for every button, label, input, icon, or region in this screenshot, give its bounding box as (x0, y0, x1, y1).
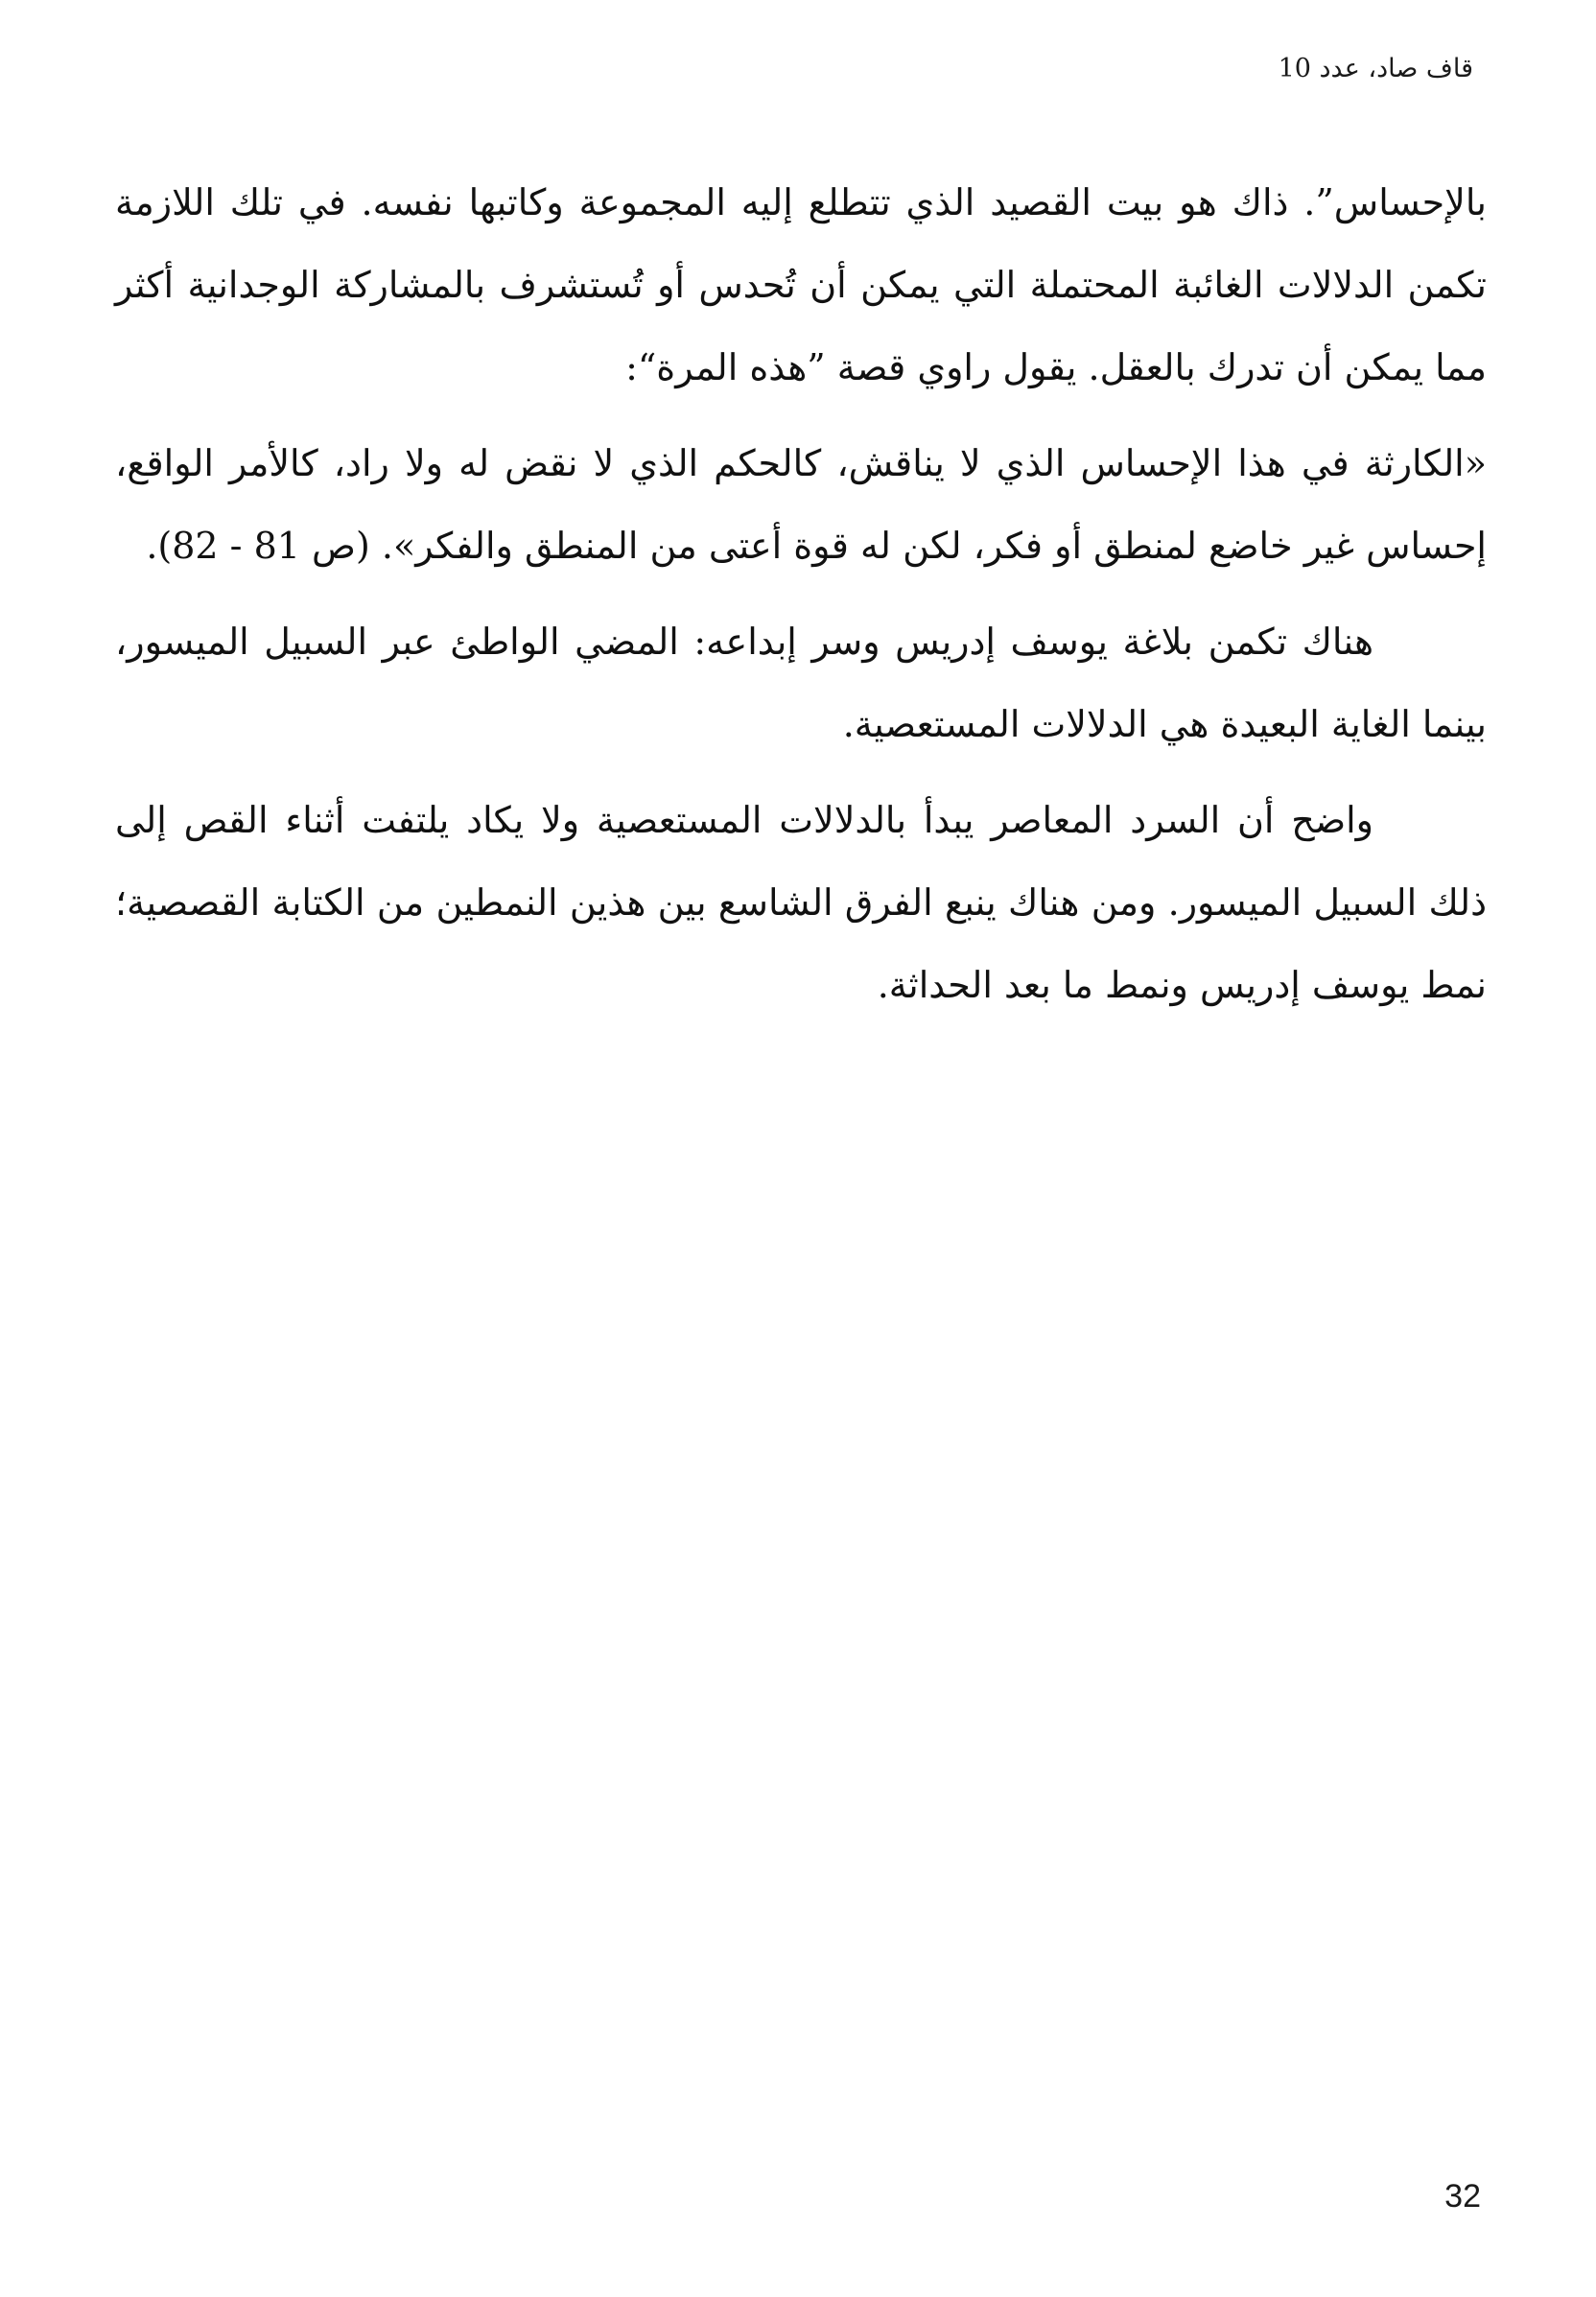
page-number: 32 (1444, 2178, 1481, 2215)
body-text (115, 161, 1487, 1040)
paragraph-3: هناك تكمن بلاغة يوسف إدريس وسر إبداعه: المضي الواطئ عبر السبيل الميسور، بينما الغاية البعيدة هي الدلالات المستعصية. (115, 621, 1487, 745)
paragraph-4: واضح أن السرد المعاصر يبدأ بالدلالات المستعصية ولا يكاد يلتفت أثناء القص إلى ذلك السبيل الميسور. ومن هناك ينبع الفرق الشاسع بين هذين النمطين من الكتابة القصصية؛ نمط يوسف إدريس ونمط ما بعد الحداثة. (115, 799, 1487, 1006)
running-header: قاف صاد، عدد 10 (1278, 54, 1473, 83)
paragraph-1: بالإحساس”. ذاك هو بيت القصيد الذي تتطلع إليه المجموعة وكاتبها نفسه. في تلك اللازمة تكمن الدلالات الغائبة المحتملة التي يمكن أن تُحدس أو تُستشرف بالمشاركة الوجدانية أكثر مما يمكن أن تدرك بالعقل. يقول راوي قصة ”هذه المرة“: (115, 181, 1487, 388)
block-quote: «الكارثة في هذا الإحساس الذي لا يناقش، كالحكم الذي لا نقض له ولا راد، كالأمر الواقع، إحساس غير خاضع لمنطق أو فكر، لكن له قوة أعتى من المنطق والفكر». (ص 81 - 82). (115, 442, 1487, 567)
